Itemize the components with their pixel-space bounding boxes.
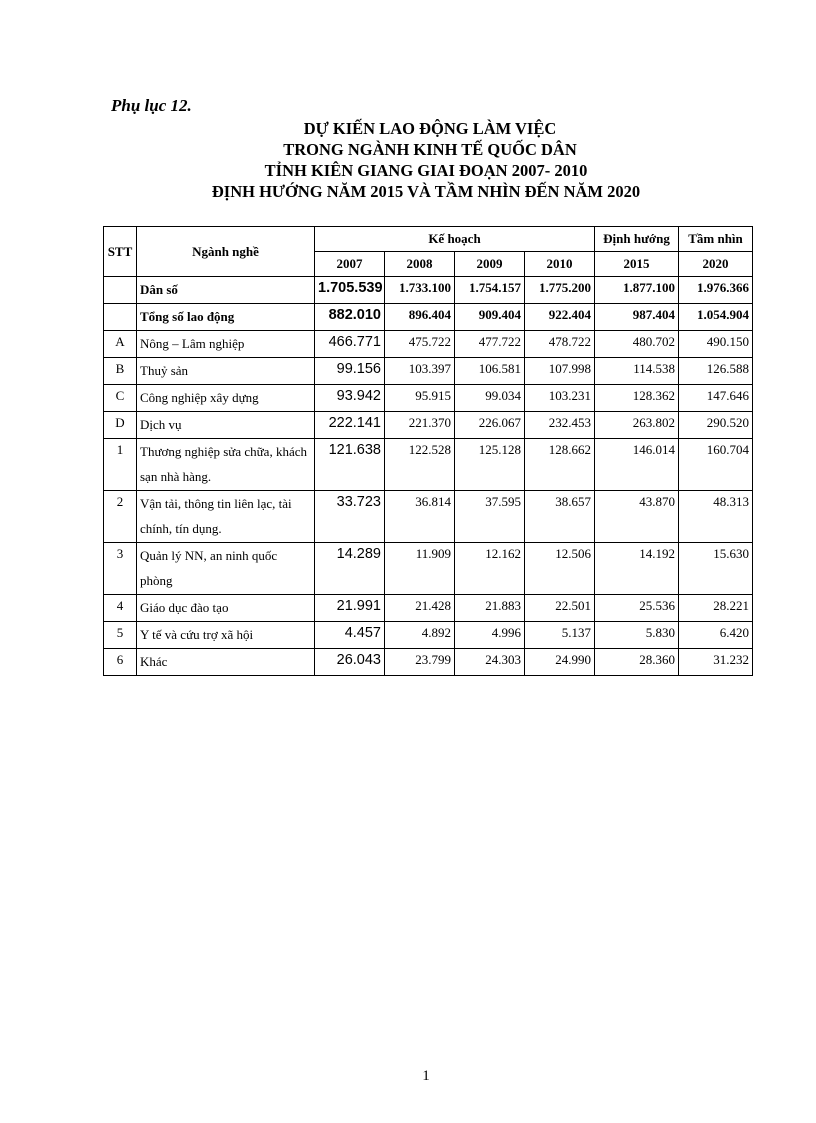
row-value: 48.313 xyxy=(679,491,753,543)
table-row xyxy=(104,385,753,412)
row-value: 475.722 xyxy=(385,331,455,358)
row-sector-name: Khác xyxy=(137,649,315,676)
row-value: 480.702 xyxy=(595,331,679,358)
row-value: 146.014 xyxy=(595,439,679,491)
header-plan: Kế hoạch xyxy=(315,227,595,252)
row-stt: 2 xyxy=(104,491,137,543)
row-value: 95.915 xyxy=(385,385,455,412)
row-value: 93.942 xyxy=(315,385,385,412)
row-value: 25.536 xyxy=(595,595,679,622)
row-value: 24.990 xyxy=(525,649,595,676)
row-value: 1.054.904 xyxy=(679,304,753,331)
row-value: 1.775.200 xyxy=(525,277,595,304)
table-row xyxy=(104,543,753,595)
table-body xyxy=(104,277,753,676)
row-value: 21.428 xyxy=(385,595,455,622)
row-value: 107.998 xyxy=(525,358,595,385)
row-value: 882.010 xyxy=(315,304,385,331)
table-row xyxy=(104,358,753,385)
row-value: 14.192 xyxy=(595,543,679,595)
row-stt: 1 xyxy=(104,439,137,491)
title-line-3: TỈNH KIÊN GIANG GIAI ĐOẠN 2007- 2010 xyxy=(264,161,588,180)
row-value: 1.705.539 xyxy=(315,277,385,304)
row-sector-name: Dân số xyxy=(137,277,315,304)
row-value: 1.733.100 xyxy=(385,277,455,304)
row-value: 37.595 xyxy=(455,491,525,543)
row-stt: A xyxy=(104,331,137,358)
row-value: 21.991 xyxy=(315,595,385,622)
row-value: 6.420 xyxy=(679,622,753,649)
row-value: 5.830 xyxy=(595,622,679,649)
row-value: 12.162 xyxy=(455,543,525,595)
row-value: 466.771 xyxy=(315,331,385,358)
row-value: 121.638 xyxy=(315,439,385,491)
table-row xyxy=(104,277,753,304)
row-value: 1.877.100 xyxy=(595,277,679,304)
row-value: 4.457 xyxy=(315,622,385,649)
row-value: 31.232 xyxy=(679,649,753,676)
row-sector-name: Quản lý NN, an ninh quốc phòng xyxy=(137,543,315,595)
title-line-1: DỰ KIẾN LAO ĐỘNG LÀM VIỆC xyxy=(303,119,557,138)
row-value: 126.588 xyxy=(679,358,753,385)
header-year: 2015 xyxy=(595,252,679,277)
row-sector-name: Y tế và cứu trợ xã hội xyxy=(137,622,315,649)
row-value: 147.646 xyxy=(679,385,753,412)
table-row xyxy=(104,622,753,649)
row-sector-name: Dịch vụ xyxy=(137,412,315,439)
row-value: 38.657 xyxy=(525,491,595,543)
row-value: 5.137 xyxy=(525,622,595,649)
header-year: 2008 xyxy=(385,252,455,277)
table-row xyxy=(104,649,753,676)
row-value: 1.754.157 xyxy=(455,277,525,304)
row-value: 896.404 xyxy=(385,304,455,331)
row-value: 99.034 xyxy=(455,385,525,412)
row-value: 33.723 xyxy=(315,491,385,543)
table-row xyxy=(104,491,753,543)
title-line-4: ĐỊNH HƯỚNG NĂM 2015 VÀ TẦM NHÌN ĐẾN NĂM 2020 xyxy=(211,182,641,201)
row-stt: 4 xyxy=(104,595,137,622)
header-year: 2007 xyxy=(315,252,385,277)
row-value: 122.528 xyxy=(385,439,455,491)
row-sector-name: Vận tải, thông tin liên lạc, tài chính, tín dụng. xyxy=(137,491,315,543)
row-sector-name: Giáo dục đào tạo xyxy=(137,595,315,622)
row-value: 11.909 xyxy=(385,543,455,595)
row-value: 290.520 xyxy=(679,412,753,439)
header-stt: STT xyxy=(104,227,137,277)
row-sector-name: Tổng số lao động xyxy=(137,304,315,331)
row-value: 103.397 xyxy=(385,358,455,385)
row-value: 1.976.366 xyxy=(679,277,753,304)
title-line-2: TRONG NGÀNH KINH TẾ QUỐC DÂN xyxy=(283,140,577,159)
row-value: 478.722 xyxy=(525,331,595,358)
row-value: 477.722 xyxy=(455,331,525,358)
row-value: 106.581 xyxy=(455,358,525,385)
row-value: 21.883 xyxy=(455,595,525,622)
row-value: 4.892 xyxy=(385,622,455,649)
row-sector-name: Nông – Lâm nghiệp xyxy=(137,331,315,358)
header-vision: Tầm nhìn xyxy=(679,227,753,252)
row-value: 103.231 xyxy=(525,385,595,412)
row-stt: B xyxy=(104,358,137,385)
row-stt: D xyxy=(104,412,137,439)
row-stt: 5 xyxy=(104,622,137,649)
table-row xyxy=(104,331,753,358)
appendix-label: Phụ lục 12. xyxy=(111,96,192,115)
row-stt: 6 xyxy=(104,649,137,676)
table-row xyxy=(104,595,753,622)
header-year: 2020 xyxy=(679,252,753,277)
header-orientation: Định hướng xyxy=(595,227,679,252)
row-stt: C xyxy=(104,385,137,412)
row-value: 263.802 xyxy=(595,412,679,439)
row-value: 12.506 xyxy=(525,543,595,595)
row-value: 14.289 xyxy=(315,543,385,595)
row-value: 125.128 xyxy=(455,439,525,491)
row-value: 26.043 xyxy=(315,649,385,676)
row-value: 99.156 xyxy=(315,358,385,385)
row-value: 490.150 xyxy=(679,331,753,358)
table-row xyxy=(104,304,753,331)
header-year: 2009 xyxy=(455,252,525,277)
row-value: 232.453 xyxy=(525,412,595,439)
row-stt: 3 xyxy=(104,543,137,595)
header-year: 2010 xyxy=(525,252,595,277)
row-value: 987.404 xyxy=(595,304,679,331)
row-sector-name: Thương nghiệp sửa chữa, khách sạn nhà hàng. xyxy=(137,439,315,491)
row-value: 160.704 xyxy=(679,439,753,491)
row-value: 43.870 xyxy=(595,491,679,543)
row-value: 222.141 xyxy=(315,412,385,439)
row-value: 24.303 xyxy=(455,649,525,676)
row-value: 28.360 xyxy=(595,649,679,676)
table-row xyxy=(104,412,753,439)
row-value: 22.501 xyxy=(525,595,595,622)
table-row xyxy=(104,439,753,491)
row-value: 114.538 xyxy=(595,358,679,385)
header-sector: Ngành nghề xyxy=(137,227,315,277)
row-value: 226.067 xyxy=(455,412,525,439)
row-value: 922.404 xyxy=(525,304,595,331)
row-sector-name: Thuỷ sản xyxy=(137,358,315,385)
row-value: 28.221 xyxy=(679,595,753,622)
row-value: 23.799 xyxy=(385,649,455,676)
row-value: 221.370 xyxy=(385,412,455,439)
row-sector-name: Công nghiệp xây dựng xyxy=(137,385,315,412)
labor-table xyxy=(103,226,753,676)
row-value: 15.630 xyxy=(679,543,753,595)
page-number: 1 xyxy=(422,1068,430,1084)
row-value: 36.814 xyxy=(385,491,455,543)
row-value: 4.996 xyxy=(455,622,525,649)
document-title xyxy=(0,118,816,202)
row-value: 128.362 xyxy=(595,385,679,412)
row-value: 909.404 xyxy=(455,304,525,331)
row-stt xyxy=(104,277,137,304)
row-stt xyxy=(104,304,137,331)
row-value: 128.662 xyxy=(525,439,595,491)
